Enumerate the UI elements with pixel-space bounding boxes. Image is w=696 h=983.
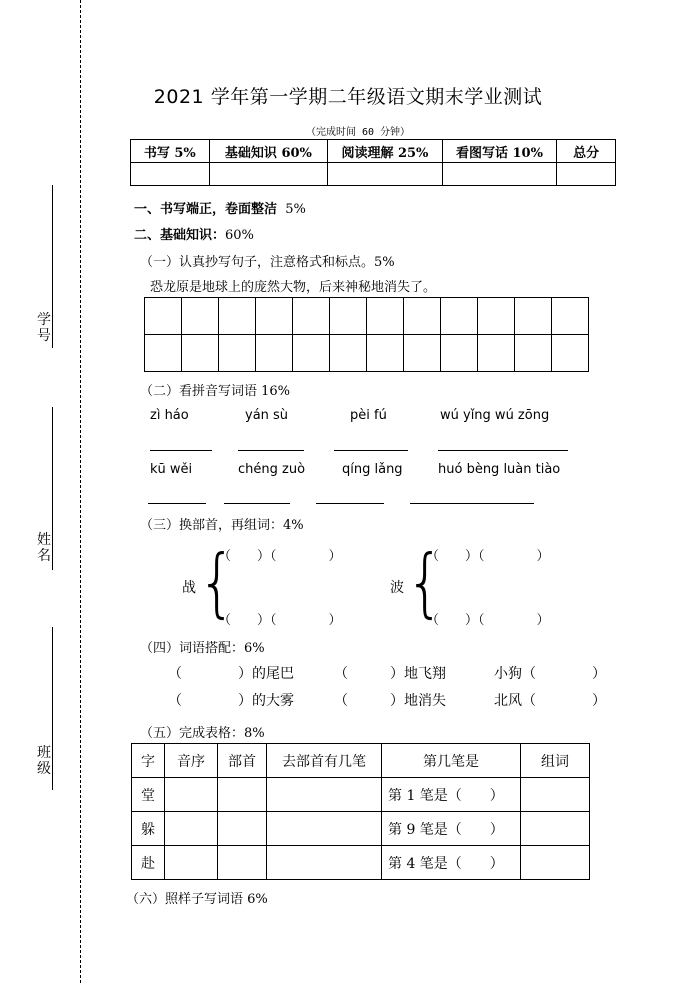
pinyin: zì háo (150, 408, 189, 423)
q6-prompt: （六）照样子写词语 6% (126, 892, 268, 907)
score-cell[interactable] (209, 163, 328, 186)
pinyin: pèi fú (350, 408, 387, 423)
class-label: 班级 (37, 745, 51, 777)
answer-line[interactable] (238, 450, 304, 451)
q2-prompt: （二）看拼音写词语 16% (140, 384, 291, 399)
brace-icon: { (198, 539, 237, 627)
score-cell[interactable] (557, 163, 616, 186)
table-cell[interactable]: 第 9 笔是（ ） (382, 812, 521, 846)
q3-prompt: （三）换部首，再组词：4% (140, 518, 304, 533)
score-cell[interactable] (442, 163, 557, 186)
section1-points: 5% (285, 202, 306, 217)
table-cell[interactable] (267, 812, 382, 846)
table-row (132, 778, 590, 812)
table-cell[interactable] (267, 778, 382, 812)
section2-points: 60% (225, 228, 254, 243)
table-cell[interactable] (521, 812, 590, 846)
table-header: 部首 (218, 744, 267, 778)
stroke-table (131, 743, 590, 880)
table-row (132, 812, 590, 846)
score-header: 阅读理解 25% (328, 140, 443, 163)
answer-line[interactable] (316, 503, 384, 504)
q1-prompt: （一）认真抄写句子，注意格式和标点。5% (140, 255, 395, 270)
table-header: 组词 (521, 744, 590, 778)
pinyin: qíng lǎng (342, 462, 403, 477)
table-cell: 堂 (132, 778, 165, 812)
table-cell[interactable]: 第 1 笔是（ ） (382, 778, 521, 812)
answer-line[interactable] (150, 450, 212, 451)
section1-heading: 一、书写端正，卷面整洁 (134, 202, 278, 217)
score-header: 看图写话 10% (442, 140, 557, 163)
answer-line[interactable] (438, 450, 568, 451)
table-cell[interactable] (165, 846, 218, 880)
page-title: 2021 学年第一学期二年级语文期末学业测试 (153, 86, 543, 108)
q3-paren[interactable]: （ ）（ ） (218, 613, 342, 628)
q3-paren[interactable]: （ ）（ ） (218, 549, 342, 564)
table-cell[interactable]: 第 4 笔是（ ） (382, 846, 521, 880)
table-cell[interactable] (218, 812, 267, 846)
q4-item[interactable]: （ ）的大雾 (168, 693, 294, 709)
table-cell: 赴 (132, 846, 165, 880)
q1-sentence: 恐龙原是地球上的庞然大物，后来神秘地消失了。 (150, 280, 437, 295)
pinyin: huó bèng luàn tiào (438, 462, 561, 477)
table-cell[interactable] (521, 778, 590, 812)
copy-grid[interactable] (144, 297, 589, 372)
answer-line[interactable] (148, 503, 206, 504)
q4-item[interactable]: 小狗（ ） (494, 666, 606, 682)
q3-paren[interactable]: （ ）（ ） (426, 549, 550, 564)
answer-line[interactable] (410, 503, 534, 504)
score-table (130, 139, 616, 186)
pinyin: wú yǐng wú zōng (440, 408, 550, 423)
score-cell[interactable] (328, 163, 443, 186)
section2 (134, 224, 254, 243)
q4-item[interactable]: （ ）地飞翔 (334, 666, 446, 682)
student-no-line (52, 185, 53, 348)
page-subtitle: （完成时间 60 分钟） (305, 127, 411, 138)
q4-item[interactable]: （ ）地消失 (334, 693, 446, 709)
score-cell[interactable] (131, 163, 210, 186)
name-label: 姓名 (37, 532, 51, 564)
answer-line[interactable] (334, 450, 408, 451)
q4-item[interactable]: 北风（ ） (494, 693, 606, 709)
q3-char-right: 波 (390, 580, 404, 596)
table-header: 第几笔是 (382, 744, 521, 778)
table-cell[interactable] (165, 778, 218, 812)
table-cell[interactable] (218, 846, 267, 880)
section2-heading: 二、基础知识： (134, 228, 226, 243)
q3-char-left: 战 (182, 580, 196, 596)
pinyin: yán sù (245, 408, 289, 423)
table-header: 去部首有几笔 (267, 744, 382, 778)
table-cell[interactable] (521, 846, 590, 880)
table-header: 音序 (165, 744, 218, 778)
answer-line[interactable] (224, 503, 290, 504)
table-cell[interactable] (165, 812, 218, 846)
pinyin: kū wěi (150, 462, 193, 477)
q4-item[interactable]: （ ）的尾巴 (168, 666, 294, 682)
table-cell[interactable] (218, 778, 267, 812)
score-header: 总分 (557, 140, 616, 163)
q4-prompt: （四）词语搭配：6% (140, 641, 265, 656)
pinyin: chéng zuò (238, 462, 306, 477)
name-line (52, 407, 53, 570)
score-header: 基础知识 60% (209, 140, 328, 163)
table-cell[interactable] (267, 846, 382, 880)
section1 (134, 198, 306, 217)
class-line (52, 627, 53, 790)
q3-paren[interactable]: （ ）（ ） (426, 613, 550, 628)
student-no-label: 学号 (37, 312, 51, 344)
brace-icon: { (406, 539, 445, 627)
score-header: 书写 5% (131, 140, 210, 163)
table-header: 字 (132, 744, 165, 778)
table-cell: 躲 (132, 812, 165, 846)
table-row (132, 846, 590, 880)
binding-dashed-line (80, 0, 81, 983)
q5-prompt: （五）完成表格：8% (140, 726, 265, 741)
